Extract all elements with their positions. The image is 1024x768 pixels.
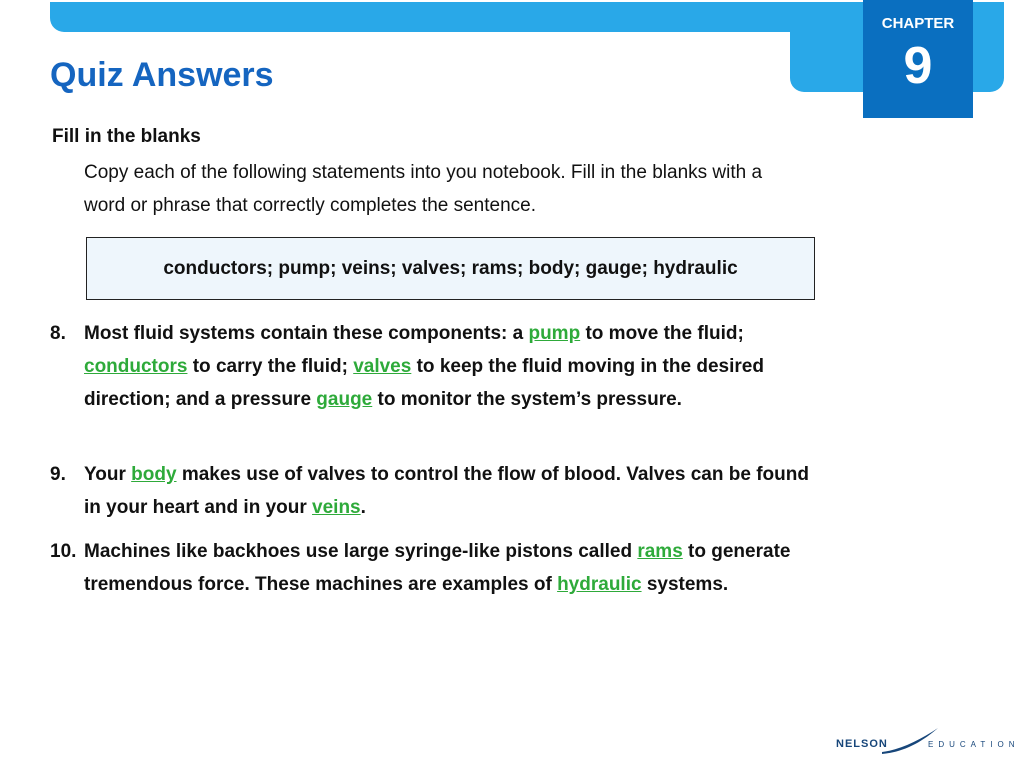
question-text-part: Your (84, 464, 132, 485)
chapter-badge (863, 0, 973, 118)
answer-word: conductors (84, 356, 188, 377)
question-text-part: to move the fluid; (580, 323, 744, 344)
question-text-part: to monitor the system’s pressure. (372, 389, 682, 410)
chapter-label: CHAPTER (881, 15, 955, 32)
question-10 (50, 535, 810, 601)
question-text-part: Most fluid systems contain these components: a (84, 323, 529, 344)
question-text-part: . (360, 497, 366, 518)
question-text-part: Machines like backhoes use large syringe-like pistons called (84, 541, 638, 562)
question-text (84, 458, 810, 524)
question-text (84, 535, 810, 601)
instructions-text: Copy each of the following statements into you notebook. Fill in the blanks with a word or phrase that correctly completes the sentence. (84, 162, 763, 216)
word-bank-text: conductors; pump; veins; valves; rams; body; gauge; hydraulic (163, 257, 738, 279)
answer-word: pump (528, 323, 581, 344)
question-9 (50, 458, 810, 524)
question-text-part: to carry the fluid; (187, 356, 354, 377)
question-number: 8. (50, 323, 66, 344)
word-bank-box (86, 237, 815, 300)
question-text-part: to keep the fluid moving in the desired direction; and a pressure (84, 356, 764, 410)
question-number: 10. (50, 541, 77, 562)
answer-word: veins (312, 497, 361, 518)
page-title: Quiz Answers (50, 56, 274, 94)
question-text-part: systems. (641, 574, 729, 595)
question-text-part: to generate tremendous force. These machines are examples of (84, 541, 791, 595)
answer-word: rams (637, 541, 683, 562)
answer-word: valves (353, 356, 412, 377)
section-heading: Fill in the blanks (52, 126, 201, 147)
answer-word: gauge (316, 389, 373, 410)
answer-word: hydraulic (557, 574, 642, 595)
question-text (84, 317, 810, 416)
header-bar (50, 2, 802, 32)
brand-tagline: EDUCATION (928, 740, 1020, 749)
brand-name: NELSON (836, 738, 888, 750)
chapter-number: 9 (903, 37, 933, 95)
answer-word: body (131, 464, 177, 485)
question-8 (50, 317, 810, 416)
nelson-education-logo (826, 726, 1020, 756)
question-text-part: makes use of valves to control the flow of blood. Valves can be found in your heart and in your (84, 464, 809, 518)
question-number: 9. (50, 464, 66, 485)
